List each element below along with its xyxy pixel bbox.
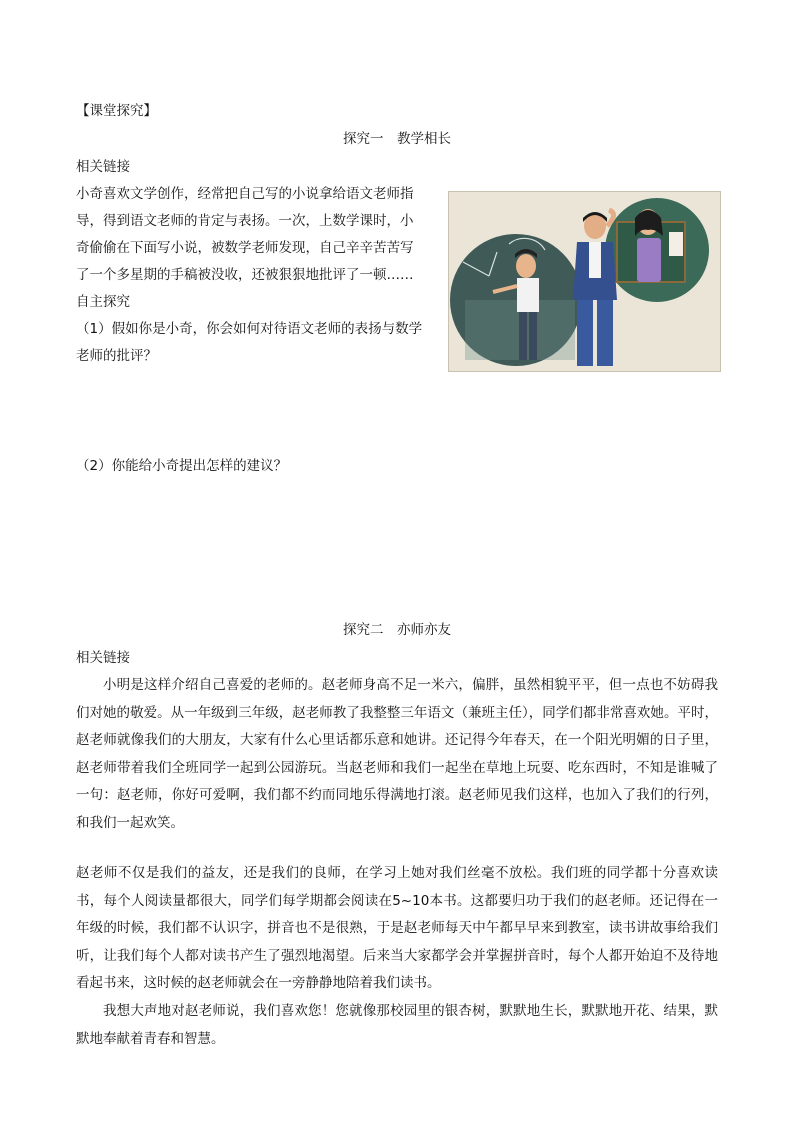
inquiry2-title: 探究二 亦师亦友 <box>343 622 451 638</box>
section-heading: 【课堂探究】 <box>76 103 157 119</box>
question-1-line: （1）假如你是小奇，你会如何对待语文老师的表扬与数学 <box>76 321 423 337</box>
story-line: 奇偷偷在下面写小说，被数学老师发现，自己辛辛苦苦写 <box>76 240 414 256</box>
classroom-illustration <box>448 191 721 372</box>
inquiry2-link-label: 相关链接 <box>76 650 130 666</box>
inquiry1-title: 探究一 教学相长 <box>343 131 451 147</box>
self-inquiry-label: 自主探究 <box>76 294 130 310</box>
story-line: 导，得到语文老师的肯定与表扬。一次，上数学课时，小 <box>76 213 414 229</box>
illustration-art <box>449 192 720 371</box>
story-line: 小奇喜欢文学创作，经常把自己写的小说拿给语文老师指 <box>76 186 414 202</box>
story-paragraph-2: 赵老师不仅是我们的益友，还是我们的良师，在学习上她对我们丝毫不放松。我们班的同学都十分喜欢读书，每个人阅读量都很大，同学们每学期都会阅读在5~10本书。这都要归功于我们的赵老师。还记得在一年级的时候，我们都不认识字，拼音也不是很熟，于是赵老师每天中午都早早来到教室，读书讲故事给我们听，让我们每个人都对读书产生了强烈地渴望。后来当大家都学会并掌握拼音时，每个人都开始迫不及待地看起书来，这时候的赵老师就会在一旁静静地陪着我们读书。 <box>76 865 718 991</box>
inquiry1-link-label: 相关链接 <box>76 159 130 175</box>
story-paragraph-1: 小明是这样介绍自己喜爱的老师的。赵老师身高不足一米六，偏胖，虽然相貌平平，但一点也不妨碍我们对她的敬爱。从一年级到三年级，赵老师教了我整整三年语文（兼班主任），同学们都非常喜欢她。平时，赵老师就像我们的大朋友，大家有什么心里话都乐意和她讲。还记得今年春天，在一个阳光明媚的日子里，赵老师带着我们全班同学一起到公园游玩。当赵老师和我们一起坐在草地上玩耍、吃东西时，不知是谁喊了一句：赵老师，你好可爱啊，我们都不约而同地乐得满地打滚。赵老师见我们这样，也加入了我们的行列，和我们一起欢笑。 <box>76 677 718 831</box>
story-line: 了一个多星期的手稿被没收，还被狠狠地批评了一顿…… <box>76 267 414 283</box>
question-1-line: 老师的批评？ <box>76 348 157 364</box>
question-2: （2）你能给小奇提出怎样的建议？ <box>76 458 288 474</box>
story-paragraph-3: 我想大声地对赵老师说，我们喜欢您！您就像那校园里的银杏树，默默地生长，默默地开花、结果，默默地奉献着青春和智慧。 <box>76 1003 718 1047</box>
